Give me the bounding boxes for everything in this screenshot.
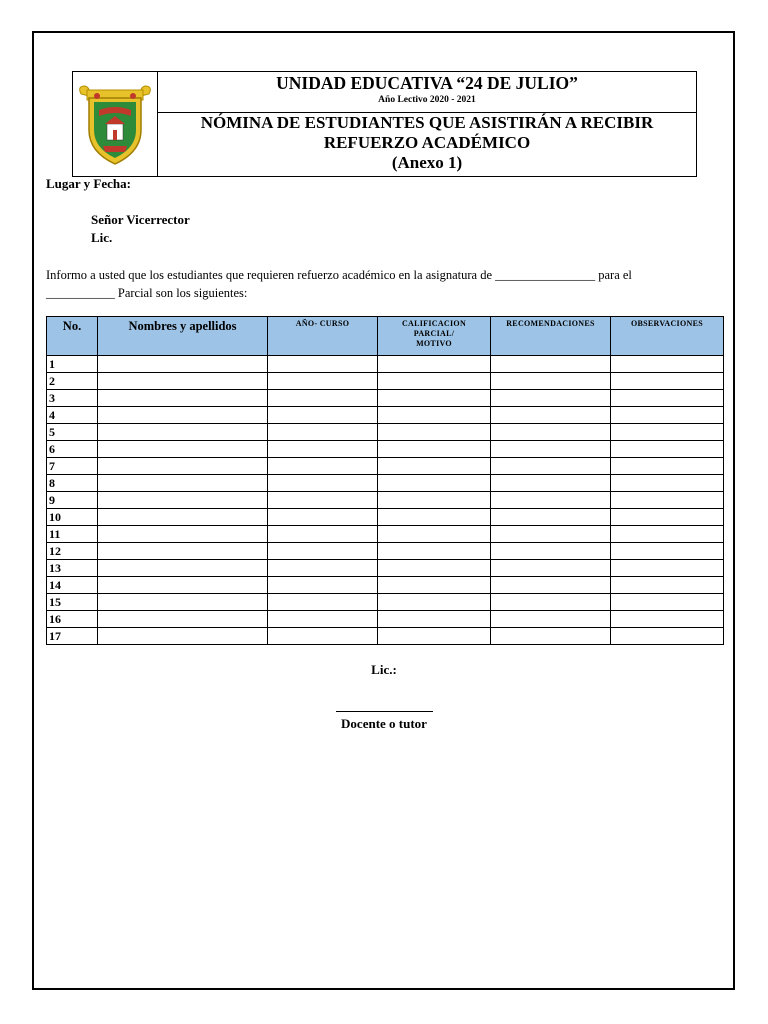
table-cell[interactable] <box>491 577 611 594</box>
col-header-names: Nombres y apellidos <box>98 317 268 356</box>
table-cell[interactable] <box>268 390 378 407</box>
table-cell[interactable] <box>491 373 611 390</box>
table-cell[interactable] <box>98 390 268 407</box>
table-cell[interactable] <box>491 356 611 373</box>
table-row <box>47 611 724 628</box>
table-cell[interactable] <box>268 424 378 441</box>
table-cell[interactable] <box>611 407 724 424</box>
table-cell[interactable] <box>98 560 268 577</box>
col-header-recommendations: RECOMENDACIONES <box>491 317 611 356</box>
table-row <box>47 407 724 424</box>
table-cell[interactable] <box>378 526 491 543</box>
col-header-no: No. <box>47 317 98 356</box>
table-cell[interactable] <box>611 356 724 373</box>
table-cell[interactable] <box>98 594 268 611</box>
table-cell[interactable] <box>268 543 378 560</box>
table-cell[interactable] <box>268 492 378 509</box>
table-cell[interactable] <box>491 509 611 526</box>
table-cell[interactable] <box>268 441 378 458</box>
table-cell[interactable] <box>611 543 724 560</box>
document-title-block <box>158 113 696 176</box>
table-cell[interactable] <box>378 594 491 611</box>
table-cell[interactable] <box>611 441 724 458</box>
row-number: 5 <box>47 424 98 441</box>
table-cell[interactable] <box>98 356 268 373</box>
table-cell[interactable] <box>378 424 491 441</box>
table-row <box>47 475 724 492</box>
table-cell[interactable] <box>98 458 268 475</box>
table-cell[interactable] <box>378 373 491 390</box>
table-cell[interactable] <box>491 594 611 611</box>
table-cell[interactable] <box>268 356 378 373</box>
table-row <box>47 356 724 373</box>
table-cell[interactable] <box>491 492 611 509</box>
school-name: UNIDAD EDUCATIVA “24 DE JULIO” <box>276 73 578 93</box>
table-cell[interactable] <box>611 611 724 628</box>
table-row <box>47 373 724 390</box>
table-cell[interactable] <box>98 509 268 526</box>
table-row <box>47 526 724 543</box>
table-cell[interactable] <box>491 628 611 645</box>
row-number: 6 <box>47 441 98 458</box>
school-year: Año Lectivo 2020 - 2021 <box>378 95 476 105</box>
table-cell[interactable] <box>98 373 268 390</box>
table-cell[interactable] <box>611 458 724 475</box>
table-cell[interactable] <box>268 475 378 492</box>
table-cell[interactable] <box>378 407 491 424</box>
table-cell[interactable] <box>611 492 724 509</box>
table-cell[interactable] <box>98 526 268 543</box>
table-header-row <box>47 317 724 356</box>
col-header-grade: CALIFICACION PARCIAL/ MOTIVO <box>378 317 491 356</box>
table-cell[interactable] <box>268 458 378 475</box>
table-cell[interactable] <box>98 492 268 509</box>
table-cell[interactable] <box>268 373 378 390</box>
table-cell[interactable] <box>611 424 724 441</box>
row-number: 2 <box>47 373 98 390</box>
body-paragraph <box>46 266 706 302</box>
table-cell[interactable] <box>98 407 268 424</box>
table-row <box>47 492 724 509</box>
table-cell[interactable] <box>378 356 491 373</box>
table-cell[interactable] <box>378 611 491 628</box>
table-row <box>47 594 724 611</box>
table-cell[interactable] <box>611 526 724 543</box>
table-cell[interactable] <box>268 594 378 611</box>
table-cell[interactable] <box>98 543 268 560</box>
table-cell[interactable] <box>98 611 268 628</box>
table-row <box>47 577 724 594</box>
school-crest-icon <box>77 80 153 168</box>
row-number: 10 <box>47 509 98 526</box>
table-cell[interactable] <box>268 407 378 424</box>
row-number: 9 <box>47 492 98 509</box>
table-cell[interactable] <box>378 577 491 594</box>
table-cell[interactable] <box>98 577 268 594</box>
row-number: 11 <box>47 526 98 543</box>
row-number: 3 <box>47 390 98 407</box>
table-cell[interactable] <box>611 594 724 611</box>
school-logo <box>73 72 158 176</box>
row-number: 14 <box>47 577 98 594</box>
table-cell[interactable] <box>491 475 611 492</box>
row-number: 17 <box>47 628 98 645</box>
table-cell[interactable] <box>611 577 724 594</box>
table-cell[interactable] <box>491 458 611 475</box>
table-cell[interactable] <box>268 526 378 543</box>
table-cell[interactable] <box>491 424 611 441</box>
document-title-line2: REFUERZO ACADÉMICO <box>323 133 531 152</box>
table-cell[interactable] <box>491 560 611 577</box>
table-cell[interactable] <box>491 407 611 424</box>
table-cell[interactable] <box>378 390 491 407</box>
table-cell[interactable] <box>611 509 724 526</box>
table-cell[interactable] <box>491 441 611 458</box>
table-cell[interactable] <box>268 611 378 628</box>
header-title-block <box>158 72 696 113</box>
table-cell[interactable] <box>268 628 378 645</box>
row-number: 1 <box>47 356 98 373</box>
table-cell[interactable] <box>378 458 491 475</box>
table-cell[interactable] <box>491 543 611 560</box>
document-title-line1: NÓMINA DE ESTUDIANTES QUE ASISTIRÁN A RECIBIR <box>200 113 654 132</box>
table-cell[interactable] <box>378 560 491 577</box>
addressee-name: Señor Vicerrector <box>91 212 190 227</box>
table-row <box>47 628 724 645</box>
table-cell[interactable] <box>268 509 378 526</box>
body-line-2: ___________ Parcial son los siguientes: <box>46 286 248 300</box>
header-box <box>72 71 697 177</box>
table-row <box>47 390 724 407</box>
table-cell[interactable] <box>611 475 724 492</box>
addressee-title: Lic. <box>91 230 113 245</box>
table-cell[interactable] <box>98 424 268 441</box>
table-row <box>47 560 724 577</box>
signature-lic-label: Lic.: <box>371 662 397 677</box>
table-cell[interactable] <box>611 628 724 645</box>
table-cell[interactable] <box>98 475 268 492</box>
table-cell[interactable] <box>491 611 611 628</box>
table-cell[interactable] <box>268 560 378 577</box>
table-cell[interactable] <box>98 628 268 645</box>
table-cell[interactable] <box>611 560 724 577</box>
table-cell[interactable] <box>378 492 491 509</box>
row-number: 12 <box>47 543 98 560</box>
place-date-label: Lugar y Fecha: <box>46 176 131 191</box>
col-header-observations: OBSERVACIONES <box>611 317 724 356</box>
annex-label: (Anexo 1) <box>391 153 463 172</box>
table-row <box>47 509 724 526</box>
col-header-course: AÑO- CURSO <box>268 317 378 356</box>
body-line-1: Informo a usted que los estudiantes que requieren refuerzo académico en la asignatura de ________________ para el <box>46 268 632 282</box>
table-row <box>47 543 724 560</box>
table-cell[interactable] <box>378 628 491 645</box>
row-number: 15 <box>47 594 98 611</box>
table-cell[interactable] <box>611 373 724 390</box>
row-number: 7 <box>47 458 98 475</box>
signature-role: Docente o tutor <box>341 716 427 731</box>
table-cell[interactable] <box>378 441 491 458</box>
table-cell[interactable] <box>378 509 491 526</box>
table-cell[interactable] <box>98 441 268 458</box>
row-number: 4 <box>47 407 98 424</box>
row-number: 13 <box>47 560 98 577</box>
signature-line <box>336 711 433 712</box>
row-number: 8 <box>47 475 98 492</box>
table-row <box>47 458 724 475</box>
table-cell[interactable] <box>378 475 491 492</box>
table-row <box>47 441 724 458</box>
table-cell[interactable] <box>378 543 491 560</box>
table-cell[interactable] <box>491 390 611 407</box>
students-table <box>46 316 724 645</box>
table-row <box>47 424 724 441</box>
table-cell[interactable] <box>491 526 611 543</box>
table-cell[interactable] <box>611 390 724 407</box>
row-number: 16 <box>47 611 98 628</box>
table-cell[interactable] <box>268 577 378 594</box>
